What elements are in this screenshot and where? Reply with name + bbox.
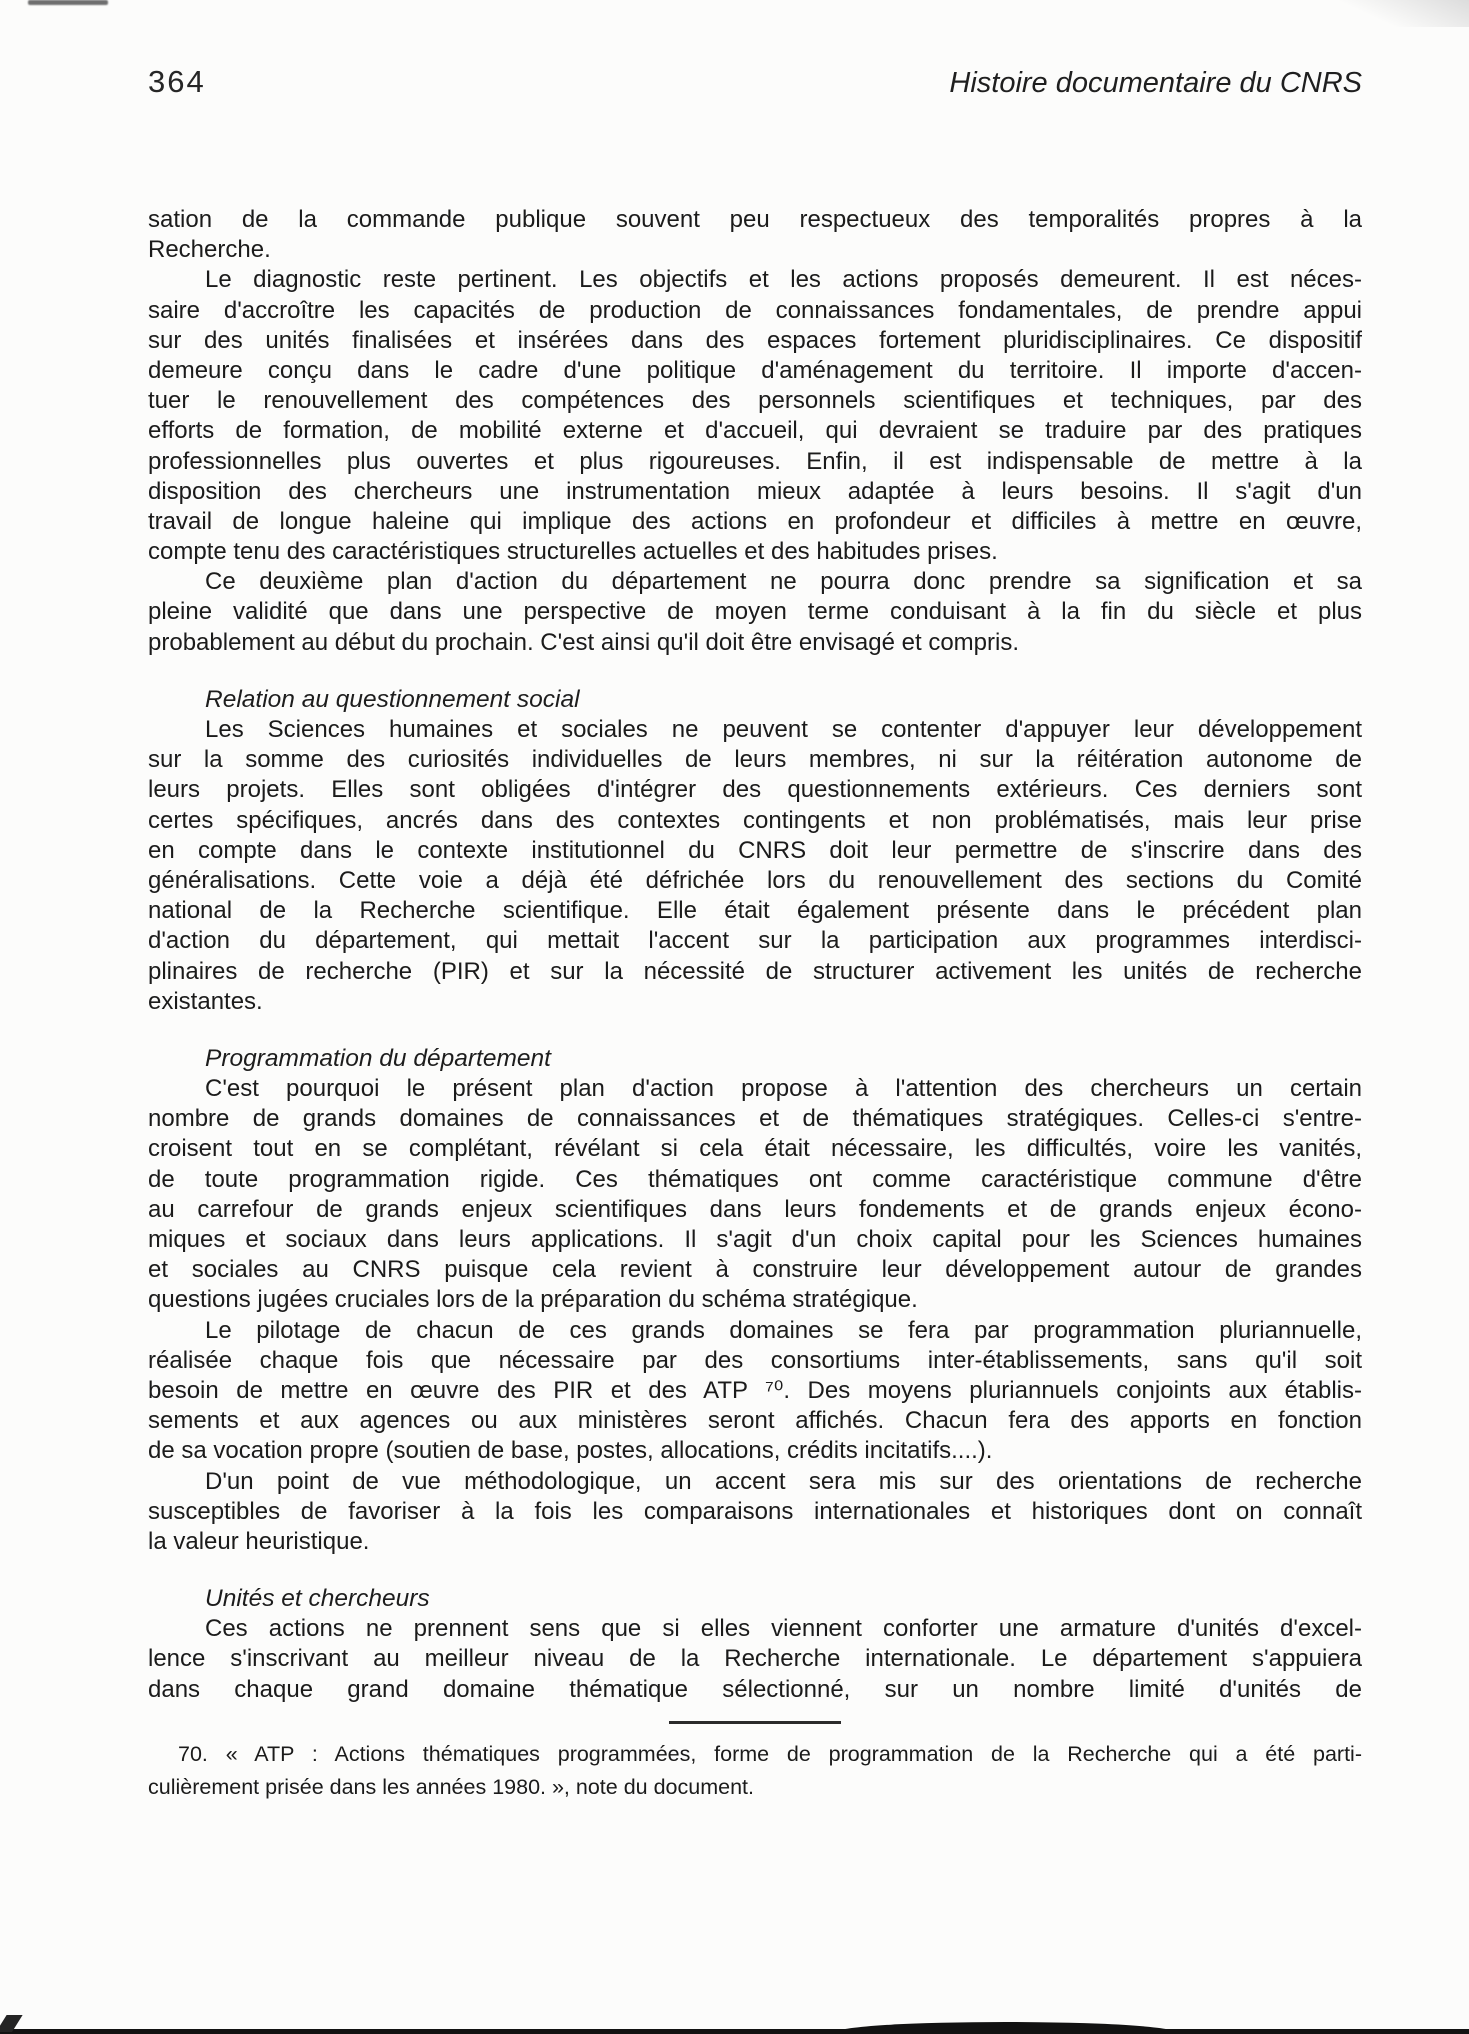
text-line: la valeur heuristique.	[148, 1527, 370, 1555]
text-line: croisent tout en se complétant, révélant si cela était nécessaire, les difficultés, voire les vanités,	[148, 1135, 1362, 1163]
text-line: Recherche.	[148, 236, 271, 264]
scan-bar-bottom	[0, 2029, 1469, 2034]
page-number: 364	[148, 64, 206, 99]
paragraph	[148, 1614, 1362, 1705]
paragraph	[148, 715, 1362, 1017]
running-title: Histoire documentaire du CNRS	[949, 67, 1362, 99]
text-line: nombre de grands domaines de connaissances et de thématiques stratégiques. Celles-ci s'entre-	[148, 1105, 1362, 1133]
paragraph	[148, 567, 1362, 658]
text-line: saire d'accroître les capacités de production de connaissances fondamentales, de prendre appui	[148, 296, 1362, 324]
text-line: dans chaque grand domaine thématique sélectionné, sur un nombre limité d'unités de	[148, 1675, 1362, 1703]
footnote-separator	[669, 1721, 841, 1724]
footnote	[148, 1738, 1362, 1804]
text-line: de toute programmation rigide. Ces thématiques ont comme caractéristique commune d'être	[148, 1165, 1362, 1193]
text-line: Le diagnostic reste pertinent. Les objectifs et les actions proposés demeurent. Il est néces-	[205, 266, 1362, 294]
section-heading: Relation au questionnement social	[205, 685, 580, 713]
text-line: plinaires de recherche (PIR) et sur la nécessité de structurer activement les unités de recherche	[148, 957, 1362, 985]
text-line: et sociales au CNRS puisque cela revient à construire leur développement autour de grandes	[148, 1256, 1362, 1284]
text-line: D'un point de vue méthodologique, un accent sera mis sur des orientations de recherche	[205, 1467, 1362, 1495]
text-line: Ce deuxième plan d'action du département ne pourra donc prendre sa signification et sa	[205, 568, 1362, 596]
section-heading: Programmation du département	[205, 1044, 551, 1072]
text-line: Les Sciences humaines et sociales ne peuvent se contenter d'appuyer leur développement	[205, 716, 1362, 743]
text-line: disposition des chercheurs une instrumentation mieux adaptée à leurs besoins. Il s'agit d'un	[148, 477, 1362, 505]
text-line: sements et aux agences ou aux ministères seront affichés. Chacun fera des apports en fonction	[148, 1407, 1362, 1435]
page-header	[148, 64, 1362, 100]
paragraph	[148, 205, 1362, 265]
text-line: réalisée chaque fois que nécessaire par des consortiums inter-établissements, sans qu'il soit	[148, 1346, 1362, 1374]
text-line: lence s'inscrivant au meilleur niveau de la Recherche internationale. Le département s'appuiera	[148, 1645, 1362, 1673]
paragraph	[148, 1316, 1362, 1467]
text-line: travail de longue haleine qui implique des actions en profondeur et difficiles à mettre en œuvre,	[148, 507, 1362, 535]
text-line: compte tenu des caractéristiques structurelles actuelles et des habitudes prises.	[148, 538, 998, 566]
text-line: demeure conçu dans le cadre d'une politique d'aménagement du territoire. Il importe d'accen-	[148, 356, 1362, 384]
scan-smudge-top-right	[1337, 0, 1469, 27]
paragraph	[148, 265, 1362, 567]
text-line: pleine validité que dans une perspective de moyen terme conduisant à la fin du siècle et plus	[148, 598, 1362, 626]
text-line: C'est pourquoi le présent plan d'action propose à l'attention des chercheurs un certain	[205, 1075, 1362, 1103]
section-heading: Unités et chercheurs	[205, 1585, 430, 1613]
paragraph	[148, 1467, 1362, 1558]
text-line: miques et sociaux dans leurs applications. Il s'agit d'un choix capital pour les Sciences humaines	[148, 1226, 1362, 1253]
footnote-line: culièrement prisée dans les années 1980. », note du document.	[148, 1774, 754, 1799]
text-line: sation de la commande publique souvent peu respectueux des temporalités propres à la	[148, 206, 1362, 233]
text-line: susceptibles de favoriser à la fois les comparaisons internationales et historiques dont on connaît	[148, 1497, 1362, 1525]
text-line: existantes.	[148, 987, 263, 1015]
text-line: leurs projets. Elles sont obligées d'intégrer des questionnements extérieurs. Ces derniers sont	[148, 776, 1362, 804]
text-line: tuer le renouvellement des compétences des personnels scientifiques et techniques, par des	[148, 387, 1362, 415]
text-line: de sa vocation propre (soutien de base, postes, allocations, crédits incitatifs....).	[148, 1437, 993, 1465]
text-line: besoin de mettre en œuvre des PIR et des ATP ⁷⁰. Des moyens pluriannuels conjoints aux établis-	[148, 1376, 1362, 1404]
body-text	[148, 205, 1362, 1804]
text-line: national de la Recherche scientifique. Elle était également présente dans le précédent plan	[148, 897, 1362, 925]
text-line: probablement au début du prochain. C'est ainsi qu'il doit être envisagé et compris.	[148, 628, 1020, 656]
text-line: au carrefour de grands enjeux scientifiques dans leurs fondements et de grands enjeux écono-	[148, 1195, 1362, 1223]
text-line: Ces actions ne prennent sens que si elles viennent conforter une armature d'unités d'excel-	[205, 1615, 1362, 1643]
content-area	[148, 205, 1362, 1705]
text-line: efforts de formation, de mobilité externe et d'accueil, qui devraient se traduire par des pratiques	[148, 417, 1362, 445]
text-line: généralisations. Cette voie a déjà été défrichée lors du renouvellement des sections du Comité	[148, 866, 1362, 894]
text-line: questions jugées cruciales lors de la préparation du schéma stratégique.	[148, 1286, 918, 1314]
footnote-line: 70. « ATP : Actions thématiques programmées, forme de programmation de la Recherche qui a été parti-	[178, 1741, 1362, 1766]
text-line: sur la somme des curiosités individuelles de leurs membres, ni sur la réitération autonome de	[148, 746, 1362, 774]
text-line: d'action du département, qui mettait l'accent sur la participation aux programmes interdisci-	[148, 927, 1362, 955]
text-line: en compte dans le contexte institutionnel du CNRS doit leur permettre de s'inscrire dans des	[148, 836, 1362, 864]
paragraph	[148, 1074, 1362, 1316]
text-line: sur des unités finalisées et insérées dans des espaces fortement pluridisciplinaires. Ce dispositif	[148, 326, 1362, 354]
text-line: Le pilotage de chacun de ces grands domaines se fera par programmation pluriannuelle,	[205, 1316, 1362, 1344]
text-line: certes spécifiques, ancrés dans des contextes contingents et non problématisés, mais leur prise	[148, 806, 1362, 834]
text-line: professionnelles plus ouvertes et plus rigoureuses. Enfin, il est indispensable de mettre à la	[148, 447, 1362, 475]
scan-mark-top-left	[28, 0, 108, 5]
